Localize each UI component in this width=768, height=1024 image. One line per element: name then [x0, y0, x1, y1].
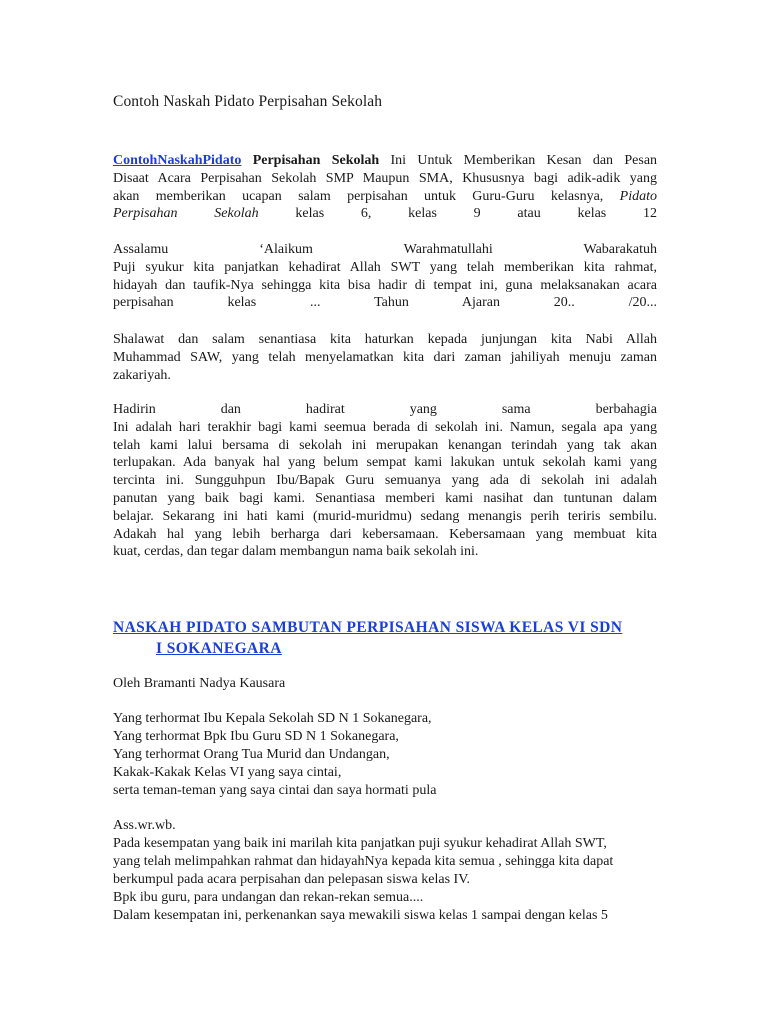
salutation-item: serta teman-teman yang saya cintai dan saya hormati pula [113, 783, 437, 798]
section-2-heading[interactable] [113, 617, 673, 659]
hadirin-paragraph [113, 401, 657, 561]
hadirin-line-1: Hadirin dan hadirat yang sama berbahagia [113, 402, 657, 417]
speech-line: Bpk ibu guru, para undangan dan rekan-rekan semua.... [113, 890, 424, 905]
salutation-item: Yang terhormat Bpk Ibu Guru SD N 1 Sokanegara, [113, 729, 399, 744]
speech-line: berkumpul pada acara perpisahan dan pelepasan siswa kelas IV. [113, 872, 470, 887]
intro-paragraph [113, 152, 657, 223]
intro-line-4 [113, 205, 657, 223]
shalawat-line-3: zakariyah. [113, 367, 171, 383]
greeting-line-2: Puji syukur kita panjatkan kehadirat Allah SWT yang telah memberikan kita rahmat, [113, 259, 657, 275]
speech-line: Dalam kesempatan ini, perkenankan saya mewakili siswa kelas 1 sampai dengan kelas 5 [113, 908, 608, 923]
salutation-item: Kakak-Kakak Kelas VI yang saya cintai, [113, 765, 342, 780]
hadirin-line-3: telah kami lalui bersama di sekolah ini merupakan kenangan terindah yang tak akan [113, 437, 657, 453]
greeting-line-3: hidayah dan taufik-Nya sehingga kita bisa hadir di tempat ini, guna melaksanakan acara [113, 277, 657, 293]
shalawat-paragraph [113, 331, 657, 384]
intro-line-3-text: akan memberikan ucapan salam perpisahan untuk Guru-Guru kelasnya, [113, 188, 604, 204]
hadirin-line-8: Adakah hal yang lebih berharga dari kebersamaan. Kebersamaan yang membuat kita [113, 526, 657, 542]
hadirin-line-6: panutan yang baik bagi kami. Senantiasa memberi kami nasihat dan tuntunan dalam [113, 490, 657, 506]
hadirin-line-9: kuat, cerdas, dan tegar dalam membangun nama baik sekolah ini. [113, 544, 479, 560]
intro-line-3-italic: Pidato [619, 188, 657, 204]
intro-line-3 [113, 188, 657, 206]
intro-bold-text: Perpisahan Sekolah [252, 153, 380, 168]
salutation-item: Yang terhormat Ibu Kepala Sekolah SD N 1 Sokanegara, [113, 711, 432, 726]
speech-line: Ass.wr.wb. [113, 818, 176, 833]
intro-line-1 [113, 152, 657, 170]
speech-body [113, 817, 613, 925]
section-2-heading-line-1[interactable]: NASKAH PIDATO SAMBUTAN PERPISAHAN SISWA KELAS VI SDN [113, 619, 623, 636]
intro-line-2: Disaat Acara Perpisahan Sekolah SMP Maupun SMA, Khususnya bagi adik-adik yang [113, 170, 657, 186]
hadirin-line-5: tercinta ini. Sungguhpun Ibu/Bapak Guru semuanya yang ada di sekolah ini adalah [113, 473, 657, 489]
document-title: Contoh Naskah Pidato Perpisahan Sekolah [113, 93, 383, 110]
section-2-heading-line-2[interactable]: I SOKANEGARA [156, 640, 282, 657]
salutation-list [113, 710, 436, 800]
greeting-line-1: Assalamu ‘Alaikum Warahmatullahi Wabarakatuh [113, 242, 657, 257]
contoh-naskah-pidato-link[interactable]: ContohNaskahPidato [113, 153, 242, 168]
shalawat-line-1: Shalawat dan salam senantiasa kita haturkan kepada junjungan kita Nabi Allah [113, 332, 657, 347]
speech-line: Pada kesempatan yang baik ini marilah kita panjatkan puji syukur kehadirat Allah SWT, [113, 836, 607, 851]
author-line: Oleh Bramanti Nadya Kausara [113, 676, 286, 691]
hadirin-line-4: terlupakan. Ada banyak hal yang belum sempat kami lakukan untuk sekolah kami yang [113, 455, 657, 471]
shalawat-line-2: Muhammad SAW, yang telah menyelamatkan kita dari zaman jahiliyah menuju zaman [113, 349, 657, 365]
intro-line-4-rest: kelas 6, kelas 9 atau kelas 12 [295, 206, 657, 222]
greeting-line-4: perpisahan kelas ... Tahun Ajaran 20.. /20... [113, 295, 657, 311]
hadirin-line-2: Ini adalah hari terakhir bagi kami seemua berada di sekolah ini. Namun, segala apa yang [113, 419, 657, 435]
salutation-item: Yang terhormat Orang Tua Murid dan Undangan, [113, 747, 390, 762]
hadirin-line-7: belajar. Sekarang ini hati kami (murid-muridmu) sedang menangis perih teriris sembilu. [113, 508, 657, 524]
greeting-paragraph [113, 241, 657, 312]
speech-line: yang telah melimpahkan rahmat dan hidayahNya kepada kita semua , sehingga kita dapat [113, 854, 614, 869]
intro-line-4-italic: Perpisahan Sekolah [113, 206, 259, 222]
intro-line-1-rest: Ini Untuk Memberikan Kesan dan Pesan [390, 153, 658, 168]
